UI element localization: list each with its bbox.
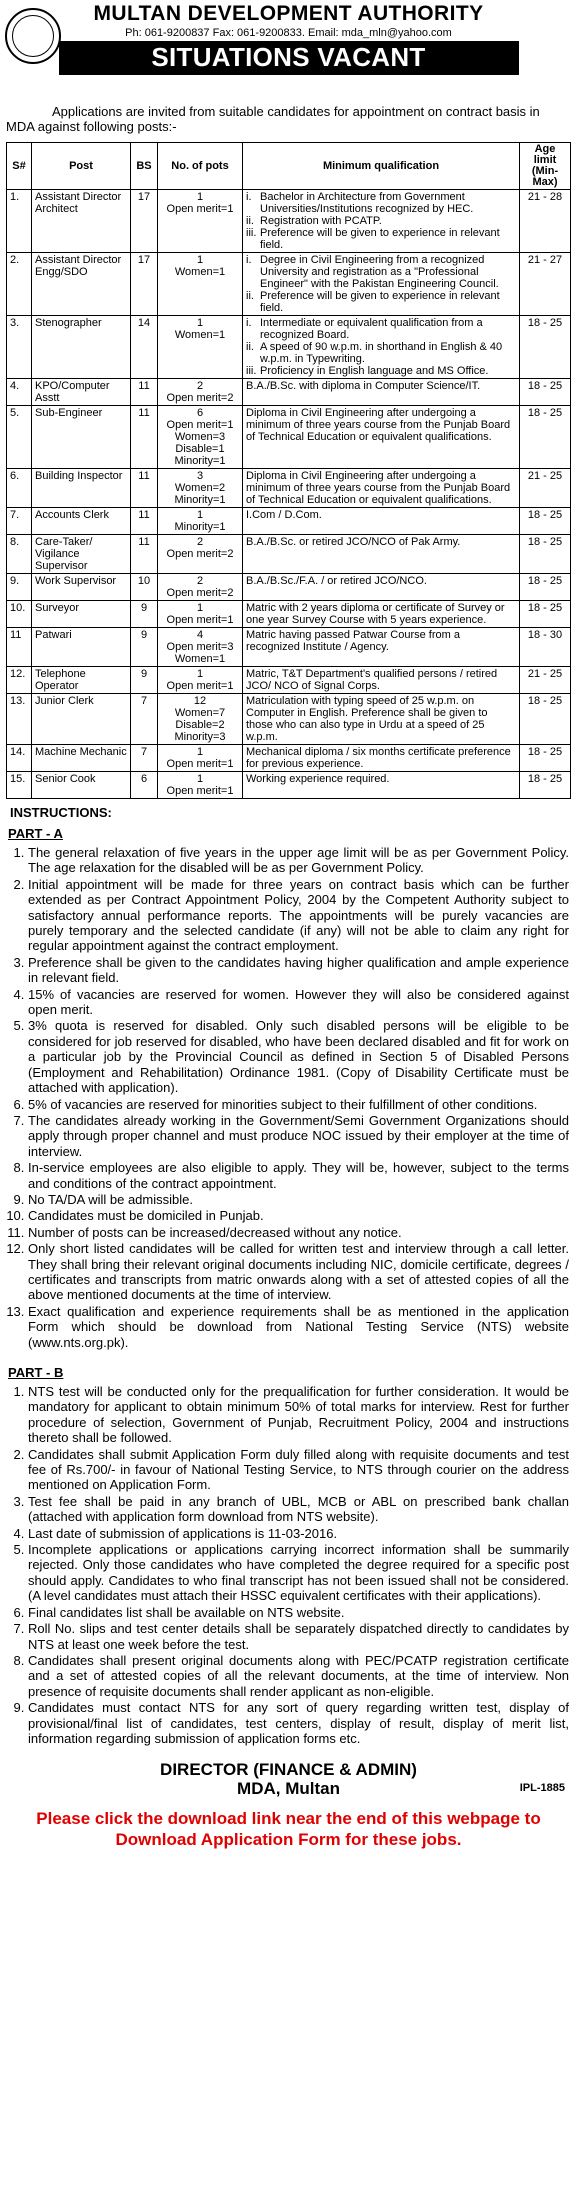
post-name: Machine Mechanic bbox=[32, 745, 131, 772]
header bbox=[0, 0, 577, 98]
table-row bbox=[7, 190, 571, 253]
instruction-item: 1. NTS test will be conducted only for the prequalification for further consideration. It would be mandatory for applicant to obtain minimum 50% of total marks for interview. Rest for further procedure of selection, Government of Punjab, Recruitment Policy, 2004 and instructions thereto shall be followed. bbox=[28, 1384, 569, 1446]
qualification-item: Matric, T&T Department's qualified persons / retired JCO/ NCO of Signal Corps. bbox=[246, 668, 498, 692]
posts-line: 1 bbox=[196, 773, 204, 785]
qualification-item: i. Degree in Civil Engineering from a recognized University and registration as a "Professional Engineer" with the Pakistan Engineering Council. bbox=[246, 254, 499, 290]
posts-line: Women=2 bbox=[174, 482, 226, 494]
age-limit: 18 - 25 bbox=[520, 316, 571, 379]
age-limit: 18 - 30 bbox=[520, 628, 571, 667]
number-of-posts bbox=[158, 667, 243, 694]
row-number: 4. bbox=[7, 379, 32, 406]
part-b-list bbox=[0, 1384, 577, 1746]
minimum-qualification bbox=[243, 508, 520, 535]
age-limit: 18 - 25 bbox=[520, 745, 571, 772]
qualification-item: B.A./B.Sc./F.A. / or retired JCO/NCO. bbox=[246, 575, 427, 587]
qualification-item: ii. Registration with PCATP. bbox=[246, 215, 382, 227]
row-number: 9. bbox=[7, 574, 32, 601]
minimum-qualification bbox=[243, 745, 520, 772]
posts-line: 2 bbox=[196, 536, 204, 548]
number-of-posts bbox=[158, 772, 243, 799]
col-header: Age limit (Min-Max) bbox=[520, 143, 571, 190]
row-number: 11 bbox=[7, 628, 32, 667]
basic-scale: 11 bbox=[131, 535, 158, 574]
basic-scale: 11 bbox=[131, 406, 158, 469]
post-name: Junior Clerk bbox=[32, 694, 131, 745]
instruction-item: 4. 15% of vacancies are reserved for women. However they will also be considered against open merit. bbox=[28, 987, 569, 1018]
posts-line: Open merit=2 bbox=[166, 587, 234, 599]
posts-line: 12 bbox=[193, 695, 207, 707]
post-name: Patwari bbox=[32, 628, 131, 667]
qualification-item: i. Bachelor in Architecture from Government Universities/Institutions recognized by HEC. bbox=[246, 191, 474, 215]
age-limit: 18 - 25 bbox=[520, 508, 571, 535]
number-of-posts bbox=[158, 379, 243, 406]
minimum-qualification bbox=[243, 628, 520, 667]
qualification-item: iii. Preference will be given to experience in relevant field. bbox=[246, 227, 500, 251]
minimum-qualification bbox=[243, 601, 520, 628]
post-name: Senior Cook bbox=[32, 772, 131, 799]
qualification-item: Mechanical diploma / six months certificate preference for previous experience. bbox=[246, 746, 511, 770]
number-of-posts bbox=[158, 316, 243, 379]
posts-line: Open merit=2 bbox=[166, 548, 234, 560]
table-row bbox=[7, 601, 571, 628]
number-of-posts bbox=[158, 601, 243, 628]
number-of-posts bbox=[158, 406, 243, 469]
qualification-item: B.A./B.Sc. or retired JCO/NCO of Pak Army. bbox=[246, 536, 461, 548]
basic-scale: 17 bbox=[131, 190, 158, 253]
posts-line: Disable=1 bbox=[175, 443, 225, 455]
table-row bbox=[7, 574, 571, 601]
qualification-item: ii. A speed of 90 w.p.m. in shorthand in English & 40 w.p.m. in Typewriting. bbox=[246, 341, 503, 365]
instruction-item: 5. Incomplete applications or applications carrying incorrect information shall be summarily rejected. Only those candidates who have completed the degree required for a specific post should apply. Candidates to who final transcript has not been issued shall not be considered. (A level candidates must attach their HSSC equivalent certificates with their applications). bbox=[28, 1542, 569, 1604]
basic-scale: 9 bbox=[131, 601, 158, 628]
posts-line: Open merit=1 bbox=[166, 785, 234, 797]
post-name: Accounts Clerk bbox=[32, 508, 131, 535]
row-number: 15. bbox=[7, 772, 32, 799]
row-number: 7. bbox=[7, 508, 32, 535]
instruction-item: 11. Number of posts can be increased/decreased without any notice. bbox=[28, 1225, 569, 1240]
posts-line: Disable=2 bbox=[175, 719, 225, 731]
part-a-title: PART - A bbox=[8, 826, 63, 841]
instruction-item: 3. Test fee shall be paid in any branch of UBL, MCB or ABL on prescribed bank challan (attached with application form download from NTS website). bbox=[28, 1494, 569, 1525]
posts-line: 4 bbox=[196, 629, 204, 641]
number-of-posts bbox=[158, 190, 243, 253]
basic-scale: 10 bbox=[131, 574, 158, 601]
table-header-row bbox=[7, 143, 571, 190]
row-number: 10. bbox=[7, 601, 32, 628]
posts-table bbox=[6, 142, 571, 799]
instruction-item: 3. Preference shall be given to the candidates having higher qualification and ample experience in relevant field. bbox=[28, 955, 569, 986]
row-number: 13. bbox=[7, 694, 32, 745]
posts-line: Women=1 bbox=[174, 266, 226, 278]
qualification-item: Matriculation with typing speed of 25 w.p.m. on Computer in English. Preference shall be given to those who can also type in Urdu at a speed of 25 w.p.m. bbox=[246, 695, 488, 743]
age-limit: 18 - 25 bbox=[520, 535, 571, 574]
post-name: Building Inspector bbox=[32, 469, 131, 508]
ad-reference: IPL-1885 bbox=[519, 1782, 565, 1795]
instruction-item: 9. No TA/DA will be admissible. bbox=[28, 1192, 569, 1207]
basic-scale: 11 bbox=[131, 379, 158, 406]
table-row bbox=[7, 253, 571, 316]
instruction-item: 10. Candidates must be domiciled in Punjab. bbox=[28, 1208, 569, 1223]
basic-scale: 9 bbox=[131, 628, 158, 667]
age-limit: 21 - 25 bbox=[520, 667, 571, 694]
posts-line: Women=1 bbox=[174, 653, 226, 665]
part-a-list bbox=[0, 845, 577, 1350]
posts-line: Open merit=1 bbox=[166, 614, 234, 626]
number-of-posts bbox=[158, 574, 243, 601]
instruction-item: 8. In-service employees are also eligible to apply. They will be, however, subject to the terms and conditions of the contract appointment. bbox=[28, 1160, 569, 1191]
post-name: KPO/Computer Asstt bbox=[32, 379, 131, 406]
posts-line: 1 bbox=[196, 191, 204, 203]
posts-line: 6 bbox=[196, 407, 204, 419]
posts-line: Minority=1 bbox=[174, 494, 226, 506]
signatory-title: DIRECTOR (FINANCE & ADMIN) bbox=[160, 1760, 417, 1780]
post-name: Assistant Director Engg/SDO bbox=[32, 253, 131, 316]
post-name: Work Supervisor bbox=[32, 574, 131, 601]
posts-line: 2 bbox=[196, 380, 204, 392]
post-name: Surveyor bbox=[32, 601, 131, 628]
table-row bbox=[7, 628, 571, 667]
qualification-item: Diploma in Civil Engineering after undergoing a minimum of three years course from the Punjab Board of Technical Education or equivalent qualifications. bbox=[246, 407, 511, 443]
minimum-qualification bbox=[243, 469, 520, 508]
row-number: 14. bbox=[7, 745, 32, 772]
minimum-qualification bbox=[243, 190, 520, 253]
col-header: Post bbox=[32, 143, 131, 190]
qualification-item: iii. Proficiency in English language and MS Office. bbox=[246, 365, 489, 377]
posts-line: Open merit=1 bbox=[166, 680, 234, 692]
instruction-item: 6. Final candidates list shall be available on NTS website. bbox=[28, 1605, 569, 1620]
basic-scale: 9 bbox=[131, 667, 158, 694]
instruction-item: 13. Exact qualification and experience requirements shall be as mentioned in the application Form which should be download from National Testing Service (NTS) website (www.nts.org.pk). bbox=[28, 1304, 569, 1350]
row-number: 2. bbox=[7, 253, 32, 316]
posts-line: Women=1 bbox=[174, 329, 226, 341]
minimum-qualification bbox=[243, 379, 520, 406]
contact-info: Ph: 061-9200837 Fax: 061-9200833. Email: mda_mln@yahoo.com bbox=[125, 27, 452, 39]
posts-line: 1 bbox=[196, 668, 204, 680]
instruction-item: 1. The general relaxation of five years in the upper age limit will be as per Government Policy. The age relaxation for the disabled will be as per Government Policy. bbox=[28, 845, 569, 876]
number-of-posts bbox=[158, 253, 243, 316]
minimum-qualification bbox=[243, 694, 520, 745]
posts-line: Women=7 bbox=[174, 707, 226, 719]
minimum-qualification bbox=[243, 316, 520, 379]
col-header: Minimum qualification bbox=[243, 143, 520, 190]
posts-line: Open merit=1 bbox=[166, 419, 234, 431]
table-row bbox=[7, 316, 571, 379]
signature-block bbox=[0, 1760, 577, 1798]
instruction-item: 8. Candidates shall present original documents along with PEC/PCATP registration certificate and a set of attested copies of all the relevant documents, at the time of interview. Non presence of requisite documents shall render applicant as non-eligible. bbox=[28, 1653, 569, 1699]
instruction-item: 7. The candidates already working in the Government/Semi Government Organizations should apply through proper channel and must produce NOC issued by their employer at the time of interview. bbox=[28, 1113, 569, 1159]
table-row bbox=[7, 667, 571, 694]
number-of-posts bbox=[158, 628, 243, 667]
intro-text: Applications are invited from suitable candidates for appointment on contract basis in MDA against following posts:- bbox=[6, 104, 540, 134]
instructions-title: INSTRUCTIONS: bbox=[10, 805, 112, 820]
table-row bbox=[7, 745, 571, 772]
number-of-posts bbox=[158, 508, 243, 535]
age-limit: 18 - 25 bbox=[520, 694, 571, 745]
qualification-item: I.Com / D.Com. bbox=[246, 509, 322, 521]
table-row bbox=[7, 772, 571, 799]
table-row bbox=[7, 535, 571, 574]
posts-line: 1 bbox=[196, 509, 204, 521]
basic-scale: 7 bbox=[131, 745, 158, 772]
table-row bbox=[7, 379, 571, 406]
post-name: Stenographer bbox=[32, 316, 131, 379]
minimum-qualification bbox=[243, 406, 520, 469]
post-name: Care-Taker/ Vigilance Supervisor bbox=[32, 535, 131, 574]
post-name: Telephone Operator bbox=[32, 667, 131, 694]
minimum-qualification bbox=[243, 253, 520, 316]
posts-line: 2 bbox=[196, 575, 204, 587]
posts-line: 1 bbox=[196, 317, 204, 329]
instruction-item: 6. 5% of vacancies are reserved for minorities subject to their fulfillment of other conditions. bbox=[28, 1097, 569, 1112]
number-of-posts bbox=[158, 694, 243, 745]
banner-title: SITUATIONS VACANT bbox=[59, 41, 519, 75]
qualification-item: B.A./B.Sc. with diploma in Computer Science/IT. bbox=[246, 380, 481, 392]
table-row bbox=[7, 508, 571, 535]
posts-line: 1 bbox=[196, 254, 204, 266]
age-limit: 18 - 25 bbox=[520, 574, 571, 601]
age-limit: 18 - 25 bbox=[520, 601, 571, 628]
minimum-qualification bbox=[243, 772, 520, 799]
age-limit: 18 - 25 bbox=[520, 406, 571, 469]
col-header: S# bbox=[7, 143, 32, 190]
posts-line: 1 bbox=[196, 602, 204, 614]
posts-line: Open merit=1 bbox=[166, 203, 234, 215]
basic-scale: 11 bbox=[131, 469, 158, 508]
row-number: 3. bbox=[7, 316, 32, 379]
table-row bbox=[7, 469, 571, 508]
basic-scale: 7 bbox=[131, 694, 158, 745]
number-of-posts bbox=[158, 745, 243, 772]
qualification-item: ii. Preference will be given to experience in relevant field. bbox=[246, 290, 500, 314]
row-number: 1. bbox=[7, 190, 32, 253]
instruction-item: 5. 3% quota is reserved for disabled. Only such disabled persons will be eligible to be considered for job reserved for disabled, who have been declared disabled and fit for work on a particular job by the Provincial Council as defined in Section 5 of Disabled Persons (Employment and Rehabilitation) Ordinance 1981. (Copy of Disability Certificate must be attached with application). bbox=[28, 1018, 569, 1095]
basic-scale: 11 bbox=[131, 508, 158, 535]
qualification-item: Matric with 2 years diploma or certificate of Survey or one year Survey Course with 5 years experience. bbox=[246, 602, 505, 626]
post-name: Sub-Engineer bbox=[32, 406, 131, 469]
qualification-item: Diploma in Civil Engineering after undergoing a minimum of three years course from the Punjab Board of Technical Education or equivalent qualifications. bbox=[246, 470, 511, 506]
download-notice: Please click the download link near the end of this webpage to Download Application Form for these jobs. bbox=[36, 1809, 541, 1850]
instruction-item: 2. Initial appointment will be made for three years on contract basis which can be further extended as per Contract Appointment Policy, 2004 by the Competent Authority subject to satisfactory annual performance reports. The appointments will be purely vacancies are purely temporary and the selected candidate (if any) will not be able to claim any right for regular appointment against the contract employment. bbox=[28, 877, 569, 954]
basic-scale: 6 bbox=[131, 772, 158, 799]
instruction-item: 4. Last date of submission of applications is 11-03-2016. bbox=[28, 1526, 569, 1541]
posts-line: Open merit=1 bbox=[166, 758, 234, 770]
age-limit: 21 - 27 bbox=[520, 253, 571, 316]
minimum-qualification bbox=[243, 574, 520, 601]
age-limit: 21 - 25 bbox=[520, 469, 571, 508]
age-limit: 18 - 25 bbox=[520, 772, 571, 799]
basic-scale: 14 bbox=[131, 316, 158, 379]
posts-line: Minority=1 bbox=[174, 521, 226, 533]
posts-line: Open merit=2 bbox=[166, 392, 234, 404]
minimum-qualification bbox=[243, 667, 520, 694]
mda-logo-icon bbox=[5, 8, 61, 64]
qualification-item: Matric having passed Patwar Course from a recognized Institute / Agency. bbox=[246, 629, 460, 653]
table-row bbox=[7, 406, 571, 469]
col-header: No. of pots bbox=[158, 143, 243, 190]
posts-line: 3 bbox=[196, 470, 204, 482]
row-number: 5. bbox=[7, 406, 32, 469]
qualification-item: i. Intermediate or equivalent qualification from a recognized Board. bbox=[246, 317, 483, 341]
posts-line: 1 bbox=[196, 746, 204, 758]
posts-line: Women=3 bbox=[174, 431, 226, 443]
age-limit: 18 - 25 bbox=[520, 379, 571, 406]
part-b-title: PART - B bbox=[8, 1365, 64, 1380]
instruction-item: 12. Only short listed candidates will be called for written test and interview through a call letter. They shall bring their relevant original documents including NIC, domicile certificate, degrees / certificates and transcripts from matric onwards along with a set of attested copies of all the above mentioned documents at the time of interview. bbox=[28, 1241, 569, 1303]
qualification-item: Working experience required. bbox=[246, 773, 390, 785]
age-limit: 21 - 28 bbox=[520, 190, 571, 253]
col-header: BS bbox=[131, 143, 158, 190]
posts-line: Open merit=3 bbox=[166, 641, 234, 653]
basic-scale: 17 bbox=[131, 253, 158, 316]
posts-line: Minority=1 bbox=[174, 455, 226, 467]
posts-line: Minority=3 bbox=[174, 731, 226, 743]
post-name: Assistant Director Architect bbox=[32, 190, 131, 253]
number-of-posts bbox=[158, 469, 243, 508]
row-number: 12. bbox=[7, 667, 32, 694]
row-number: 8. bbox=[7, 535, 32, 574]
row-number: 6. bbox=[7, 469, 32, 508]
instruction-item: 7. Roll No. slips and test center details shall be separately dispatched directly to candidates by NTS at least one week before the test. bbox=[28, 1621, 569, 1652]
table-row bbox=[7, 694, 571, 745]
number-of-posts bbox=[158, 535, 243, 574]
signatory-location: MDA, Multan bbox=[237, 1779, 340, 1799]
org-name: MULTAN DEVELOPMENT AUTHORITY bbox=[93, 2, 484, 25]
minimum-qualification bbox=[243, 535, 520, 574]
instruction-item: 9. Candidates must contact NTS for any sort of query regarding written test, display of provisional/final list of candidates, test centers, display of result, display of merit list, information regarding submission of application forms etc. bbox=[28, 1700, 569, 1746]
instruction-item: 2. Candidates shall submit Application Form duly filled along with requisite documents and test fee of Rs.700/- in favour of National Testing Service, to NTS through courier on the address mentioned on Application Form. bbox=[28, 1447, 569, 1493]
